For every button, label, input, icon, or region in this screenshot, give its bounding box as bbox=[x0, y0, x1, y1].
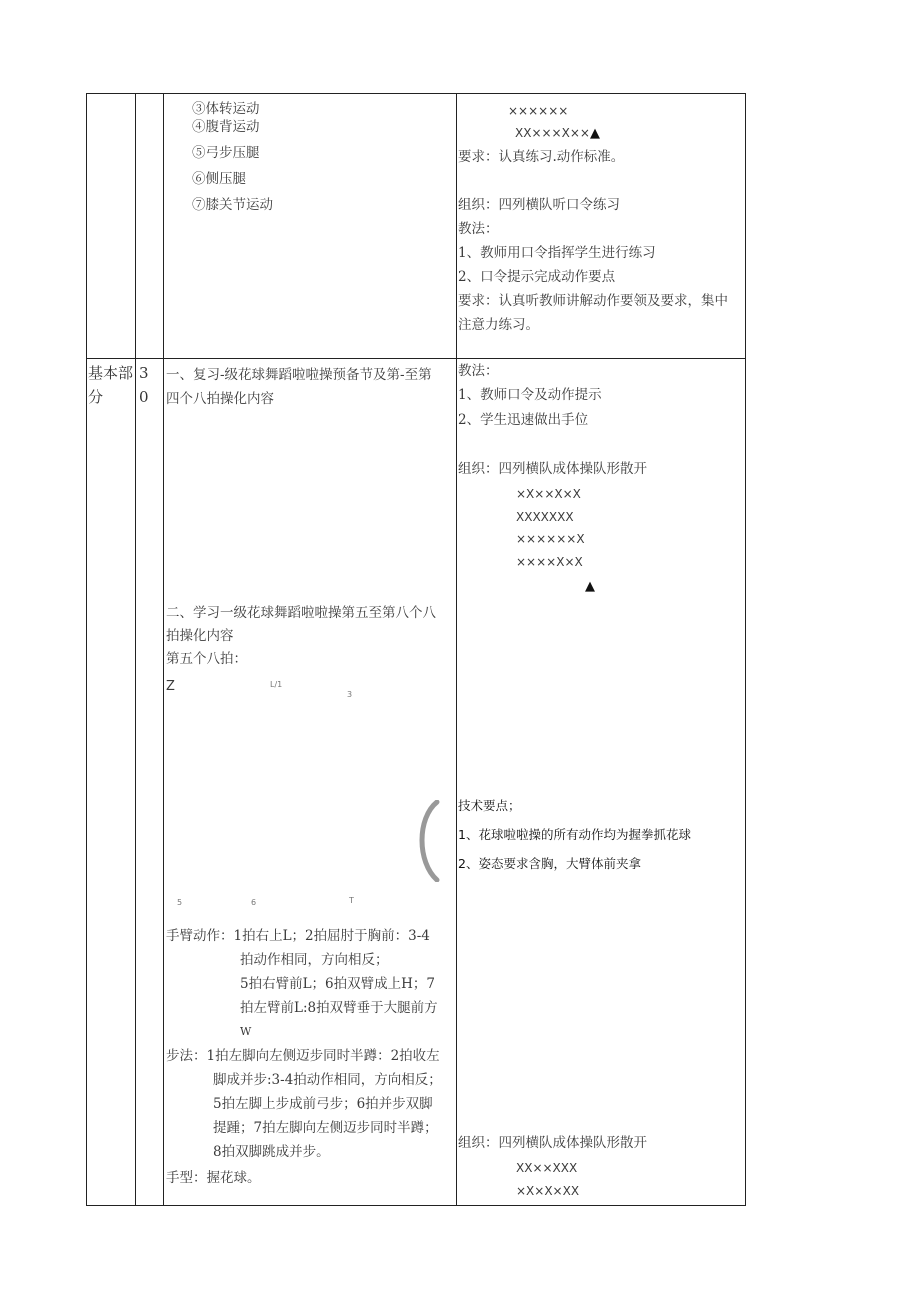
content-item-review: 一、复习-级花球舞蹈啦啦操预备节及第-至第 bbox=[166, 367, 432, 383]
table-bottom-border bbox=[86, 1205, 746, 1206]
requirement-text: 注意力练习。 bbox=[458, 317, 539, 333]
step-line: 提踵；7拍左脚向左侧迈步同时半蹲； bbox=[213, 1120, 438, 1136]
exercise-item: ④腹背运动 bbox=[192, 119, 260, 135]
figure-label: 6 bbox=[251, 898, 257, 907]
table-left-border bbox=[86, 93, 87, 1206]
exercise-item: ③体转运动 bbox=[192, 101, 260, 117]
content-item-review: 四个八拍操化内容 bbox=[166, 391, 274, 407]
exercise-item: ⑦膝关节运动 bbox=[192, 197, 273, 213]
step-line: 脚成并步:3-4拍动作相同，方向相反； bbox=[213, 1072, 442, 1088]
organization-text: 组织：四列横队成体操队形散开 bbox=[458, 1135, 647, 1151]
exercise-item: ⑥侧压腿 bbox=[192, 171, 246, 187]
table-right-border bbox=[745, 93, 746, 1206]
step-line: 5拍左脚上步成前弓步；6拍并步双脚 bbox=[213, 1096, 433, 1112]
table-col-divider-3 bbox=[456, 93, 457, 1206]
key-points-title: 技术要点； bbox=[458, 798, 521, 813]
formation-row: XXXXXXX bbox=[516, 510, 574, 524]
organization-text: 组织：四列横队听口令练习 bbox=[458, 197, 620, 213]
arm-movement-line: 拍动作相同，方向相反； bbox=[240, 952, 389, 968]
part-label: 分 bbox=[88, 388, 104, 406]
formation-row: ×X×X×XX bbox=[516, 1184, 580, 1198]
formation-row: ×××××× bbox=[508, 104, 569, 118]
method-step: 2、学生迅速做出手位 bbox=[458, 412, 589, 428]
exercise-item: ⑤弓步压腿 bbox=[192, 145, 260, 161]
table-row-divider bbox=[86, 358, 746, 359]
figure-label: L/1 bbox=[270, 680, 283, 689]
formation-row: XX××XXX bbox=[516, 1161, 578, 1175]
formation-row-text: XX×××X×× bbox=[515, 126, 590, 140]
key-point: 2、姿态要求含胸，大臂体前夹拿 bbox=[458, 856, 641, 871]
teacher-triangle-icon: ▲ bbox=[585, 579, 595, 594]
arm-movement-line: 拍左臂前L:8拍双臂垂于大腿前方 bbox=[240, 1000, 438, 1016]
table-col-divider-2 bbox=[163, 93, 164, 1206]
figure-label: 5 bbox=[177, 898, 183, 907]
figure-label: T bbox=[349, 896, 354, 905]
requirement-text: 要求：认真练习.动作标准。 bbox=[458, 149, 625, 165]
eight-count-heading: 第五个八拍： bbox=[166, 651, 247, 667]
table-col-divider-1 bbox=[135, 93, 136, 1206]
formation-row: ×X××X×X bbox=[516, 487, 581, 501]
key-point: 1、花球啦啦操的所有动作均为握拳抓花球 bbox=[458, 827, 691, 842]
method-step: 2、口令提示完成动作要点 bbox=[458, 269, 616, 285]
content-item-learn: 拍操化内容 bbox=[166, 628, 234, 644]
teacher-triangle-icon: ▲ bbox=[589, 126, 600, 141]
formation-row: ××××××X bbox=[516, 532, 585, 546]
formation-row: ××××X×X bbox=[516, 555, 583, 569]
time-minutes: 0 bbox=[139, 388, 149, 406]
method-title: 教法： bbox=[458, 221, 499, 237]
arm-movement-line: 5拍右臂前L；6拍双臂成上H；7 bbox=[240, 976, 436, 992]
figure-arc-icon bbox=[415, 800, 443, 882]
arm-movement-line: W bbox=[240, 1025, 252, 1038]
time-minutes: 3 bbox=[139, 364, 149, 382]
method-step: 1、教师用口令指挥学生进行练习 bbox=[458, 245, 656, 261]
method-title: 教法： bbox=[458, 363, 499, 379]
hand-shape: 手型：握花球。 bbox=[166, 1170, 261, 1186]
table-top-border bbox=[86, 93, 746, 94]
figure-label: Z bbox=[166, 679, 175, 694]
content-item-learn: 二、学习一级花球舞蹈啦啦操第五至第八个八 bbox=[166, 605, 436, 621]
organization-text: 组织：四列横队成体操队形散开 bbox=[458, 461, 647, 477]
method-step: 1、教师口令及动作提示 bbox=[458, 387, 602, 403]
part-label: 基本部 bbox=[88, 364, 134, 382]
step-line: 8拍双脚跳成并步。 bbox=[213, 1144, 330, 1160]
step-line: 步法：1拍左脚向左侧迈步同时半蹲：2拍收左 bbox=[166, 1048, 440, 1064]
requirement-text: 要求：认真听教师讲解动作要领及要求，集中 bbox=[458, 293, 728, 309]
arm-movement-line: 手臂动作：1拍右上L；2拍屈肘于胸前：3-4 bbox=[166, 928, 430, 944]
formation-row bbox=[515, 124, 600, 143]
figure-label: 3 bbox=[347, 690, 353, 699]
